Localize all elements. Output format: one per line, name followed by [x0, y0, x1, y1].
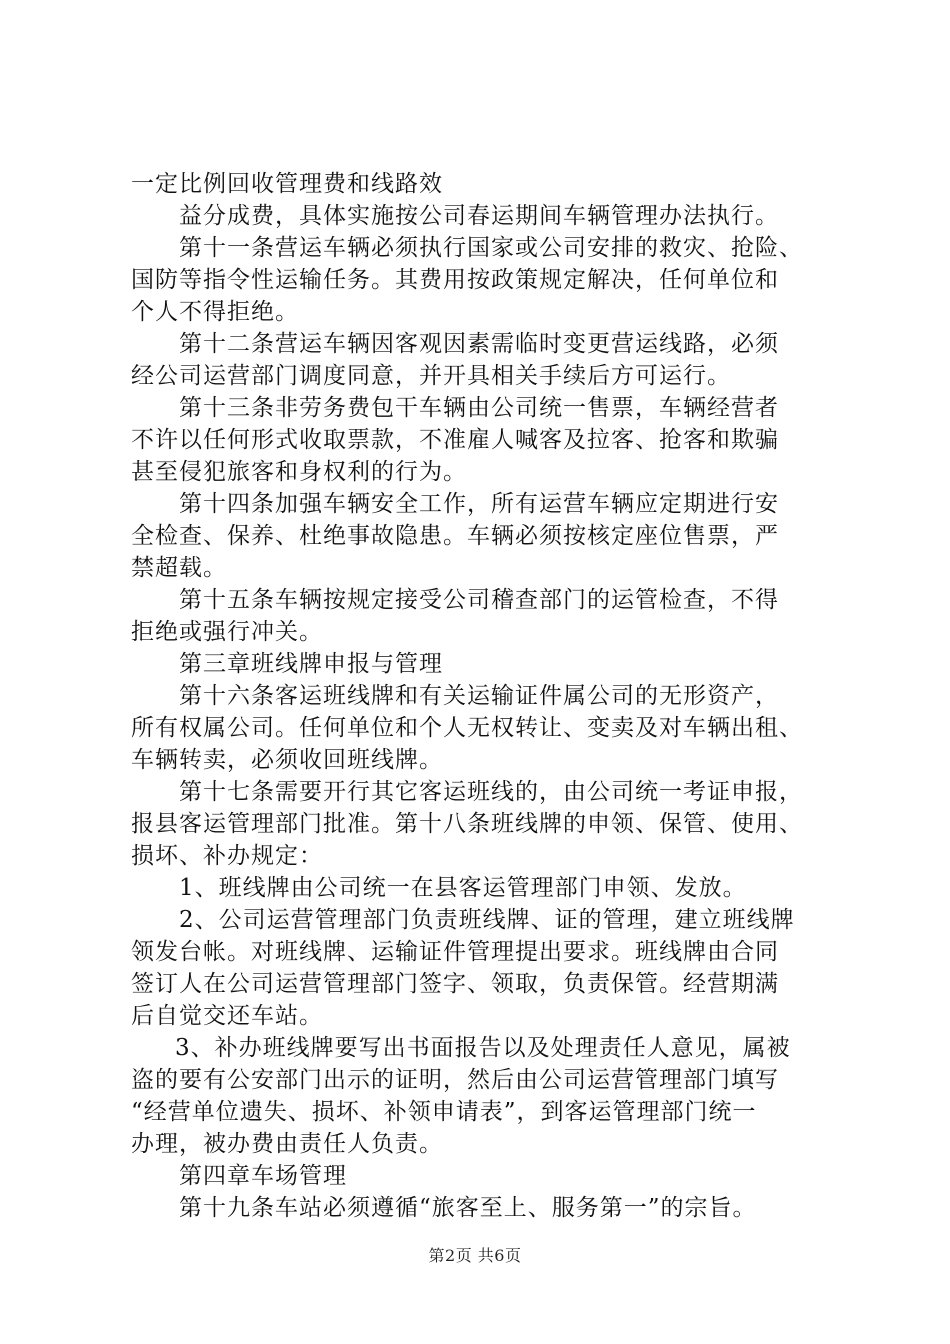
list-item: 1、班线牌由公司统一在县客运管理部门申领、发放。: [179, 875, 747, 901]
text-line: 第十九条车站必须遵循“旅客至上、服务第一”的宗旨。: [179, 1195, 757, 1221]
text-line: 第十一条营运车辆必须执行国家或公司安排的救灾、抢险、: [179, 235, 803, 261]
text-line: 领发台帐。对班线牌、运输证件管理提出要求。班线牌由合同: [131, 939, 779, 965]
text-line: 盗的要有公安部门出示的证明，然后由公司运营管理部门填写: [131, 1067, 779, 1093]
list-item: 2、公司运营管理部门负责班线牌、证的管理，建立班线牌: [179, 907, 795, 933]
text-line: 第十三条非劳务费包干车辆由公司统一售票，车辆经营者: [179, 395, 779, 421]
text-line: 经公司运营部门调度同意，并开具相关手续后方可运行。: [131, 363, 731, 389]
text-line: 禁超载。: [131, 555, 227, 581]
text-line: 报县客运管理部门批准。第十八条班线牌的申领、保管、使用、: [131, 811, 803, 837]
text-line: 甚至侵犯旅客和身权利的行为。: [131, 459, 467, 485]
text-line: 一定比例回收管理费和线路效: [131, 171, 443, 197]
text-line: 第十七条需要开行其它客运班线的，由公司统一考证申报，: [179, 779, 803, 805]
text-line: 不许以任何形式收取票款，不准雇人喊客及拉客、抢客和欺骗: [131, 427, 779, 453]
text-line: 后自觉交还车站。: [131, 1003, 323, 1029]
document-body: [131, 168, 831, 1224]
text-line: 签订人在公司运营管理部门签字、领取，负责保管。经营期满: [131, 971, 779, 997]
list-item: 3、补办班线牌要写出书面报告以及处理责任人意见，属被: [175, 1035, 791, 1061]
text-line: 第十五条车辆按规定接受公司稽查部门的运管检查，不得: [179, 587, 779, 613]
text-line: 第十六条客运班线牌和有关运输证件属公司的无形资产，: [179, 683, 779, 709]
text-line: 第十四条加强车辆安全工作，所有运营车辆应定期进行安: [179, 491, 779, 517]
text-line: 所有权属公司。任何单位和个人无权转让、变卖及对车辆出租、: [131, 715, 803, 741]
text-line: “经营单位遗失、损坏、补领申请表”，到客运管理部门统一: [131, 1099, 757, 1125]
text-line: 益分成费，具体实施按公司春运期间车辆管理办法执行。: [179, 203, 779, 229]
text-line: 第十二条营运车辆因客观因素需临时变更营运线路，必须: [179, 331, 779, 357]
text-line: 办理，被办费由责任人负责。: [131, 1131, 443, 1157]
chapter-heading: 第四章车场管理: [179, 1163, 347, 1189]
text-line: 损坏、补办规定：: [131, 843, 323, 869]
chapter-heading: 第三章班线牌申报与管理: [179, 651, 443, 677]
text-line: 拒绝或强行冲关。: [131, 619, 323, 645]
text-line: 国防等指令性运输任务。其费用按政策规定解决，任何单位和: [131, 267, 779, 293]
text-line: 全检查、保养、杜绝事故隐患。车辆必须按核定座位售票，严: [131, 523, 779, 549]
page-footer: 第2页 共6页: [428, 1246, 522, 1265]
text-line: 车辆转卖，必须收回班线牌。: [131, 747, 443, 773]
text-line: 个人不得拒绝。: [131, 299, 299, 325]
